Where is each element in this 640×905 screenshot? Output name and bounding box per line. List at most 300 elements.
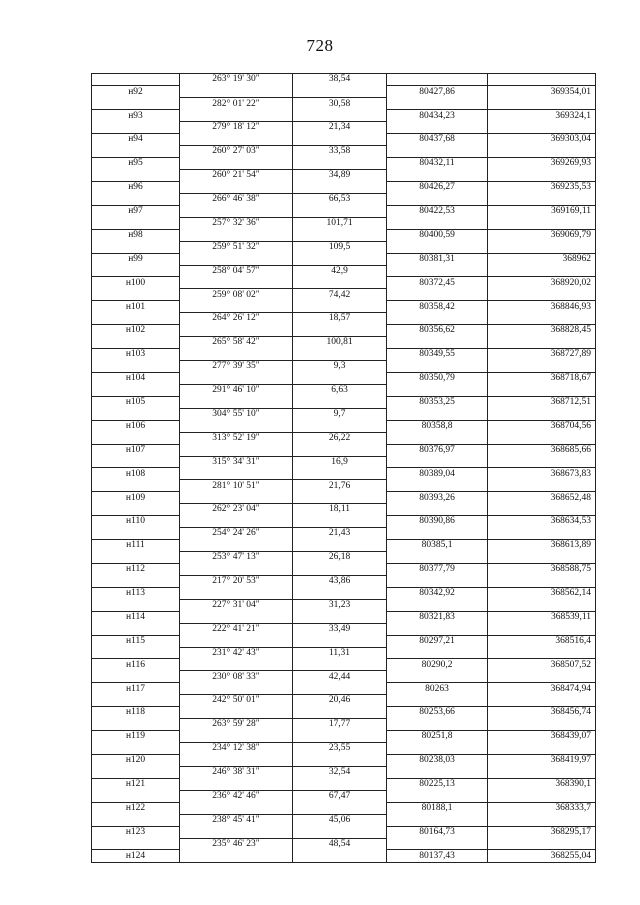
x-coordinate-cell (387, 575, 488, 587)
point-name-cell (92, 743, 180, 755)
segment-length-cell: 11,31 (293, 647, 387, 659)
direction-angle-cell: 254° 24' 26" (180, 528, 293, 540)
point-name-cell (92, 719, 180, 731)
point-row (92, 301, 596, 313)
y-coordinate-cell (488, 719, 596, 731)
segment-length-cell: 20,46 (293, 695, 387, 707)
point-row (92, 826, 596, 838)
point-row (92, 707, 596, 719)
y-coordinate-cell (488, 766, 596, 778)
y-coordinate-cell (488, 193, 596, 205)
segment-length-cell (293, 372, 387, 384)
segment-row (92, 743, 596, 755)
segment-length-cell (293, 420, 387, 432)
y-coordinate-cell (488, 74, 596, 86)
x-coordinate-cell (387, 456, 488, 468)
direction-angle-cell (180, 563, 293, 575)
segment-length-cell (293, 850, 387, 862)
point-name-cell: н96 (92, 181, 180, 193)
segment-row (92, 265, 596, 277)
y-coordinate-cell (488, 599, 596, 611)
x-coordinate-cell (387, 408, 488, 420)
y-coordinate-cell: 368588,75 (488, 563, 596, 575)
coordinates-table (91, 73, 596, 863)
y-coordinate-cell: 368333,7 (488, 802, 596, 814)
segment-length-cell: 42,9 (293, 265, 387, 277)
segment-length-cell (293, 110, 387, 122)
point-name-cell (92, 217, 180, 229)
point-row (92, 492, 596, 504)
point-name-cell (92, 241, 180, 253)
point-row (92, 396, 596, 408)
direction-angle-cell (180, 754, 293, 766)
segment-row (92, 456, 596, 468)
x-coordinate-cell: 80297,21 (387, 635, 488, 647)
segment-length-cell (293, 707, 387, 719)
segment-length-cell: 30,58 (293, 98, 387, 110)
point-name-cell (92, 790, 180, 802)
y-coordinate-cell: 368673,83 (488, 468, 596, 480)
point-name-cell: н114 (92, 611, 180, 623)
point-row (92, 563, 596, 575)
x-coordinate-cell: 80137,43 (387, 850, 488, 862)
direction-angle-cell (180, 325, 293, 337)
x-coordinate-cell: 80437,68 (387, 134, 488, 146)
direction-angle-cell: 227° 31' 04" (180, 599, 293, 611)
y-coordinate-cell (488, 552, 596, 564)
direction-angle-cell (180, 540, 293, 552)
direction-angle-cell: 263° 19' 30" (180, 74, 293, 86)
x-coordinate-cell: 80390,86 (387, 516, 488, 528)
direction-angle-cell: 258° 04' 57" (180, 265, 293, 277)
point-row (92, 325, 596, 337)
point-name-cell (92, 193, 180, 205)
point-name-cell: н111 (92, 540, 180, 552)
y-coordinate-cell: 368507,52 (488, 659, 596, 671)
point-row (92, 444, 596, 456)
x-coordinate-cell (387, 146, 488, 158)
direction-angle-cell (180, 134, 293, 146)
segment-row (92, 146, 596, 158)
point-row (92, 253, 596, 265)
direction-angle-cell (180, 396, 293, 408)
y-coordinate-cell: 368846,93 (488, 301, 596, 313)
point-row (92, 86, 596, 98)
point-name-cell: н97 (92, 205, 180, 217)
segment-row (92, 408, 596, 420)
x-coordinate-cell: 80393,26 (387, 492, 488, 504)
point-name-cell: н110 (92, 516, 180, 528)
y-coordinate-cell (488, 504, 596, 516)
segment-row (92, 814, 596, 826)
y-coordinate-cell (488, 623, 596, 635)
segment-length-cell: 21,76 (293, 480, 387, 492)
point-row (92, 802, 596, 814)
point-name-cell (92, 74, 180, 86)
point-name-cell (92, 146, 180, 158)
y-coordinate-cell (488, 337, 596, 349)
x-coordinate-cell: 80358,42 (387, 301, 488, 313)
x-coordinate-cell: 80321,83 (387, 611, 488, 623)
x-coordinate-cell: 80253,66 (387, 707, 488, 719)
y-coordinate-cell (488, 575, 596, 587)
y-coordinate-cell (488, 456, 596, 468)
segment-row (92, 838, 596, 850)
direction-angle-cell (180, 301, 293, 313)
point-name-cell (92, 289, 180, 301)
segment-length-cell: 48,54 (293, 838, 387, 850)
direction-angle-cell (180, 86, 293, 98)
direction-angle-cell: 222° 41' 21" (180, 623, 293, 635)
point-name-cell: н106 (92, 420, 180, 432)
segment-length-cell: 45,06 (293, 814, 387, 826)
segment-length-cell (293, 325, 387, 337)
segment-row (92, 790, 596, 802)
point-name-cell: н95 (92, 158, 180, 170)
segment-length-cell: 42,44 (293, 671, 387, 683)
direction-angle-cell (180, 611, 293, 623)
x-coordinate-cell (387, 265, 488, 277)
point-row (92, 635, 596, 647)
x-coordinate-cell: 80350,79 (387, 372, 488, 384)
segment-row (92, 504, 596, 516)
direction-angle-cell: 315° 34' 31" (180, 456, 293, 468)
x-coordinate-cell (387, 671, 488, 683)
point-name-cell (92, 695, 180, 707)
x-coordinate-cell (387, 361, 488, 373)
direction-angle-cell (180, 277, 293, 289)
segment-length-cell (293, 301, 387, 313)
segment-length-cell: 18,57 (293, 313, 387, 325)
segment-length-cell: 43,86 (293, 575, 387, 587)
x-coordinate-cell (387, 337, 488, 349)
point-name-cell (92, 480, 180, 492)
point-name-cell: н122 (92, 802, 180, 814)
point-name-cell (92, 361, 180, 373)
x-coordinate-cell (387, 790, 488, 802)
x-coordinate-cell: 80389,04 (387, 468, 488, 480)
point-row (92, 468, 596, 480)
y-coordinate-cell: 369069,79 (488, 229, 596, 241)
x-coordinate-cell (387, 647, 488, 659)
segment-length-cell: 16,9 (293, 456, 387, 468)
x-coordinate-cell (387, 743, 488, 755)
point-row (92, 754, 596, 766)
point-name-cell (92, 265, 180, 277)
point-name-cell (92, 432, 180, 444)
y-coordinate-cell: 368562,14 (488, 587, 596, 599)
point-name-cell: н101 (92, 301, 180, 313)
point-name-cell: н104 (92, 372, 180, 384)
direction-angle-cell: 313° 52' 19" (180, 432, 293, 444)
x-coordinate-cell (387, 217, 488, 229)
direction-angle-cell: 265° 58' 42" (180, 337, 293, 349)
direction-angle-cell: 279° 18' 12" (180, 122, 293, 134)
x-coordinate-cell (387, 599, 488, 611)
direction-angle-cell: 230° 08' 33" (180, 671, 293, 683)
y-coordinate-cell (488, 695, 596, 707)
direction-angle-cell (180, 492, 293, 504)
segment-row (92, 384, 596, 396)
point-row (92, 205, 596, 217)
segment-length-cell (293, 802, 387, 814)
x-coordinate-cell (387, 74, 488, 86)
y-coordinate-cell: 368727,89 (488, 349, 596, 361)
segment-row (92, 98, 596, 110)
segment-length-cell (293, 659, 387, 671)
direction-angle-cell: 262° 23' 04" (180, 504, 293, 516)
y-coordinate-cell (488, 289, 596, 301)
x-coordinate-cell: 80377,79 (387, 563, 488, 575)
y-coordinate-cell: 369303,04 (488, 134, 596, 146)
x-coordinate-cell (387, 384, 488, 396)
page-number: 728 (306, 36, 334, 55)
segment-row (92, 337, 596, 349)
point-name-cell: н100 (92, 277, 180, 289)
direction-angle-cell: 246° 38' 31" (180, 766, 293, 778)
direction-angle-cell (180, 802, 293, 814)
direction-angle-cell: 236° 42' 46" (180, 790, 293, 802)
x-coordinate-cell (387, 241, 488, 253)
direction-angle-cell (180, 659, 293, 671)
point-row (92, 540, 596, 552)
x-coordinate-cell: 80372,45 (387, 277, 488, 289)
point-name-cell: н121 (92, 778, 180, 790)
direction-angle-cell (180, 826, 293, 838)
segment-row (92, 480, 596, 492)
y-coordinate-cell: 368685,66 (488, 444, 596, 456)
direction-angle-cell: 260° 21' 54" (180, 170, 293, 182)
y-coordinate-cell: 368712,51 (488, 396, 596, 408)
segment-length-cell (293, 492, 387, 504)
x-coordinate-cell: 80422,53 (387, 205, 488, 217)
direction-angle-cell (180, 778, 293, 790)
point-name-cell: н113 (92, 587, 180, 599)
x-coordinate-cell: 80358,8 (387, 420, 488, 432)
x-coordinate-cell (387, 528, 488, 540)
direction-angle-cell (180, 253, 293, 265)
direction-angle-cell (180, 110, 293, 122)
x-coordinate-cell: 80353,25 (387, 396, 488, 408)
direction-angle-cell: 259° 51' 32" (180, 241, 293, 253)
point-name-cell (92, 98, 180, 110)
x-coordinate-cell (387, 170, 488, 182)
segment-length-cell: 18,11 (293, 504, 387, 516)
point-row (92, 516, 596, 528)
x-coordinate-cell: 80434,23 (387, 110, 488, 122)
point-name-cell (92, 313, 180, 325)
point-name-cell: н120 (92, 754, 180, 766)
point-name-cell (92, 671, 180, 683)
point-row (92, 134, 596, 146)
point-name-cell: н99 (92, 253, 180, 265)
x-coordinate-cell: 80349,55 (387, 349, 488, 361)
segment-row (92, 647, 596, 659)
direction-angle-cell: 266° 46' 38" (180, 193, 293, 205)
point-row (92, 587, 596, 599)
direction-angle-cell: 253° 47' 13" (180, 552, 293, 564)
direction-angle-cell: 277° 39' 35" (180, 361, 293, 373)
segment-length-cell: 66,53 (293, 193, 387, 205)
segment-length-cell: 74,42 (293, 289, 387, 301)
point-row (92, 158, 596, 170)
x-coordinate-cell (387, 766, 488, 778)
direction-angle-cell (180, 683, 293, 695)
direction-angle-cell (180, 181, 293, 193)
y-coordinate-cell: 368718,67 (488, 372, 596, 384)
direction-angle-cell: 231° 42' 43" (180, 647, 293, 659)
y-coordinate-cell: 368295,17 (488, 826, 596, 838)
y-coordinate-cell: 368456,74 (488, 707, 596, 719)
x-coordinate-cell: 80290,2 (387, 659, 488, 671)
point-row (92, 659, 596, 671)
segment-length-cell (293, 349, 387, 361)
segment-length-cell: 38,54 (293, 74, 387, 86)
x-coordinate-cell: 80251,8 (387, 731, 488, 743)
point-name-cell: н117 (92, 683, 180, 695)
direction-angle-cell: 234° 12' 38" (180, 743, 293, 755)
segment-row (92, 241, 596, 253)
segment-length-cell: 26,22 (293, 432, 387, 444)
direction-angle-cell (180, 707, 293, 719)
y-coordinate-cell (488, 743, 596, 755)
direction-angle-cell (180, 516, 293, 528)
point-name-cell (92, 170, 180, 182)
point-name-cell: н103 (92, 349, 180, 361)
x-coordinate-cell: 80400,59 (387, 229, 488, 241)
y-coordinate-cell (488, 408, 596, 420)
point-name-cell: н115 (92, 635, 180, 647)
y-coordinate-cell: 368474,94 (488, 683, 596, 695)
x-coordinate-cell (387, 695, 488, 707)
segment-row (92, 719, 596, 731)
point-name-cell: н94 (92, 134, 180, 146)
y-coordinate-cell: 369354,01 (488, 86, 596, 98)
x-coordinate-cell: 80342,92 (387, 587, 488, 599)
segment-row (92, 289, 596, 301)
segment-row (92, 599, 596, 611)
y-coordinate-cell (488, 528, 596, 540)
segment-length-cell: 33,58 (293, 146, 387, 158)
x-coordinate-cell: 80164,73 (387, 826, 488, 838)
x-coordinate-cell (387, 623, 488, 635)
point-name-cell: н108 (92, 468, 180, 480)
segment-length-cell: 26,18 (293, 552, 387, 564)
point-name-cell: н119 (92, 731, 180, 743)
segment-row (92, 313, 596, 325)
point-name-cell: н123 (92, 826, 180, 838)
x-coordinate-cell (387, 552, 488, 564)
y-coordinate-cell (488, 432, 596, 444)
x-coordinate-cell: 80427,86 (387, 86, 488, 98)
segment-row (92, 122, 596, 134)
direction-angle-cell: 235° 46' 23" (180, 838, 293, 850)
direction-angle-cell: 259° 08' 02" (180, 289, 293, 301)
segment-length-cell: 31,23 (293, 599, 387, 611)
segment-row (92, 74, 596, 86)
direction-angle-cell: 242° 50' 01" (180, 695, 293, 707)
y-coordinate-cell: 368704,56 (488, 420, 596, 432)
y-coordinate-cell: 368516,4 (488, 635, 596, 647)
point-row (92, 611, 596, 623)
x-coordinate-cell (387, 814, 488, 826)
y-coordinate-cell (488, 170, 596, 182)
x-coordinate-cell: 80356,62 (387, 325, 488, 337)
x-coordinate-cell (387, 98, 488, 110)
point-row (92, 181, 596, 193)
point-name-cell: н107 (92, 444, 180, 456)
segment-length-cell (293, 731, 387, 743)
direction-angle-cell: 263° 59' 28" (180, 719, 293, 731)
segment-length-cell (293, 158, 387, 170)
point-name-cell (92, 766, 180, 778)
direction-angle-cell (180, 444, 293, 456)
point-name-cell (92, 599, 180, 611)
x-coordinate-cell: 80225,13 (387, 778, 488, 790)
point-name-cell (92, 504, 180, 516)
point-name-cell: н109 (92, 492, 180, 504)
direction-angle-cell: 291° 46' 10" (180, 384, 293, 396)
y-coordinate-cell (488, 98, 596, 110)
segment-length-cell (293, 516, 387, 528)
point-name-cell (92, 838, 180, 850)
point-name-cell: н124 (92, 850, 180, 862)
segment-row (92, 623, 596, 635)
segment-length-cell: 6,63 (293, 384, 387, 396)
segment-length-cell: 17,77 (293, 719, 387, 731)
point-name-cell (92, 528, 180, 540)
x-coordinate-cell (387, 193, 488, 205)
y-coordinate-cell (488, 241, 596, 253)
x-coordinate-cell (387, 719, 488, 731)
y-coordinate-cell: 368613,89 (488, 540, 596, 552)
y-coordinate-cell: 368390,1 (488, 778, 596, 790)
x-coordinate-cell (387, 838, 488, 850)
y-coordinate-cell: 368920,02 (488, 277, 596, 289)
y-coordinate-cell: 369169,11 (488, 205, 596, 217)
y-coordinate-cell: 369324,1 (488, 110, 596, 122)
segment-length-cell (293, 563, 387, 575)
segment-length-cell: 9,3 (293, 361, 387, 373)
direction-angle-cell (180, 420, 293, 432)
direction-angle-cell: 238° 45' 41" (180, 814, 293, 826)
x-coordinate-cell: 80426,27 (387, 181, 488, 193)
x-coordinate-cell (387, 480, 488, 492)
segment-length-cell (293, 587, 387, 599)
point-row (92, 277, 596, 289)
segment-length-cell: 23,55 (293, 743, 387, 755)
segment-length-cell (293, 181, 387, 193)
point-name-cell (92, 647, 180, 659)
segment-row (92, 361, 596, 373)
direction-angle-cell: 282° 01' 22" (180, 98, 293, 110)
point-name-cell: н112 (92, 563, 180, 575)
direction-angle-cell: 260° 27' 03" (180, 146, 293, 158)
x-coordinate-cell: 80263 (387, 683, 488, 695)
direction-angle-cell (180, 205, 293, 217)
segment-length-cell: 67,47 (293, 790, 387, 802)
y-coordinate-cell (488, 814, 596, 826)
point-name-cell (92, 814, 180, 826)
segment-length-cell (293, 205, 387, 217)
segment-length-cell (293, 683, 387, 695)
segment-length-cell (293, 540, 387, 552)
x-coordinate-cell (387, 313, 488, 325)
direction-angle-cell (180, 850, 293, 862)
segment-row (92, 528, 596, 540)
segment-length-cell (293, 778, 387, 790)
y-coordinate-cell: 369269,93 (488, 158, 596, 170)
